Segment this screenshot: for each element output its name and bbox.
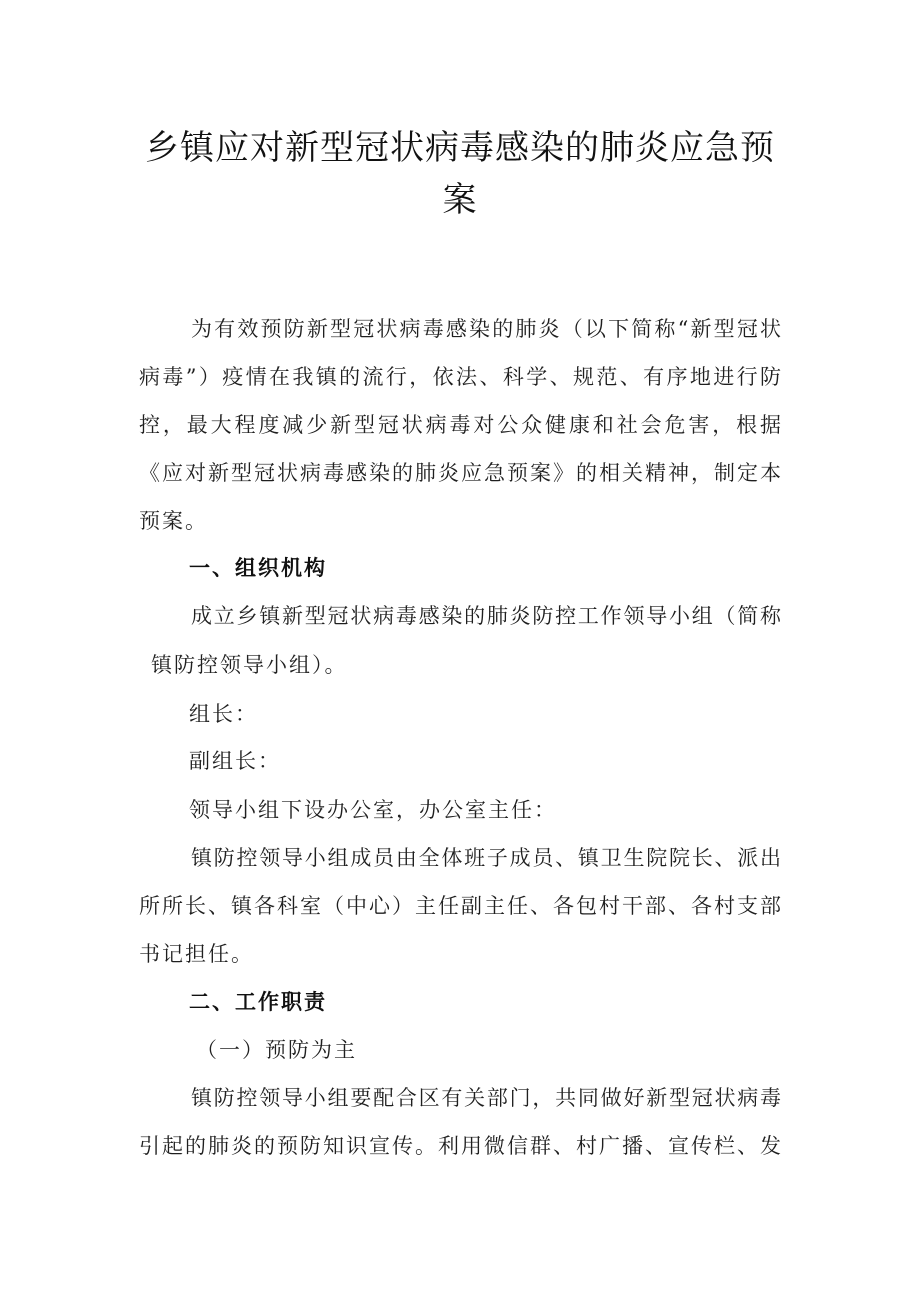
paragraph-line: 《应对新型冠状病毒感染的肺炎应急预案》的相关精神，制定本 <box>139 461 781 485</box>
paragraph-line: 书记担任。 <box>139 942 254 966</box>
section-heading-2: 二、工作职责 <box>189 990 327 1014</box>
office-director-label: 领导小组下设办公室，办公室主任： <box>189 798 557 822</box>
paragraph-line: 为有效预防新型冠状病毒感染的肺炎（以下简称“新型冠状 <box>191 317 781 341</box>
document-title <box>130 122 790 226</box>
paragraph-line: 预案。 <box>139 509 208 533</box>
title-line-1: 乡镇应对新型冠状病毒感染的肺炎应急预 <box>145 128 775 168</box>
paragraph-line: 镇防控领导小组成员由全体班子成员、镇卫生院院长、派出 <box>191 846 781 870</box>
paragraph-line: 镇防控领导小组）。 <box>151 653 348 677</box>
paragraph-line: 病毒”）疫情在我镇的流行，依法、科学、规范、有序地进行防 <box>139 365 781 389</box>
paragraph-line: 成立乡镇新型冠状病毒感染的肺炎防控工作领导小组（简称 <box>191 604 781 628</box>
leader-label: 组长： <box>189 702 258 726</box>
subsection-heading: （一）预防为主 <box>196 1038 357 1062</box>
paragraph-line: 控，最大程度减少新型冠状病毒对公众健康和社会危害，根据 <box>139 413 781 437</box>
paragraph-line: 引起的肺炎的预防知识宣传。利用微信群、村广播、宣传栏、发 <box>139 1134 781 1158</box>
paragraph-line: 镇防控领导小组要配合区有关部门，共同做好新型冠状病毒 <box>191 1086 781 1110</box>
title-line-2: 案 <box>442 180 478 220</box>
paragraph-line: 所所长、镇各科室（中心）主任副主任、各包村干部、各村支部 <box>139 894 781 918</box>
section-heading-1: 一、组织机构 <box>189 556 327 580</box>
deputy-leader-label: 副组长： <box>189 749 281 773</box>
